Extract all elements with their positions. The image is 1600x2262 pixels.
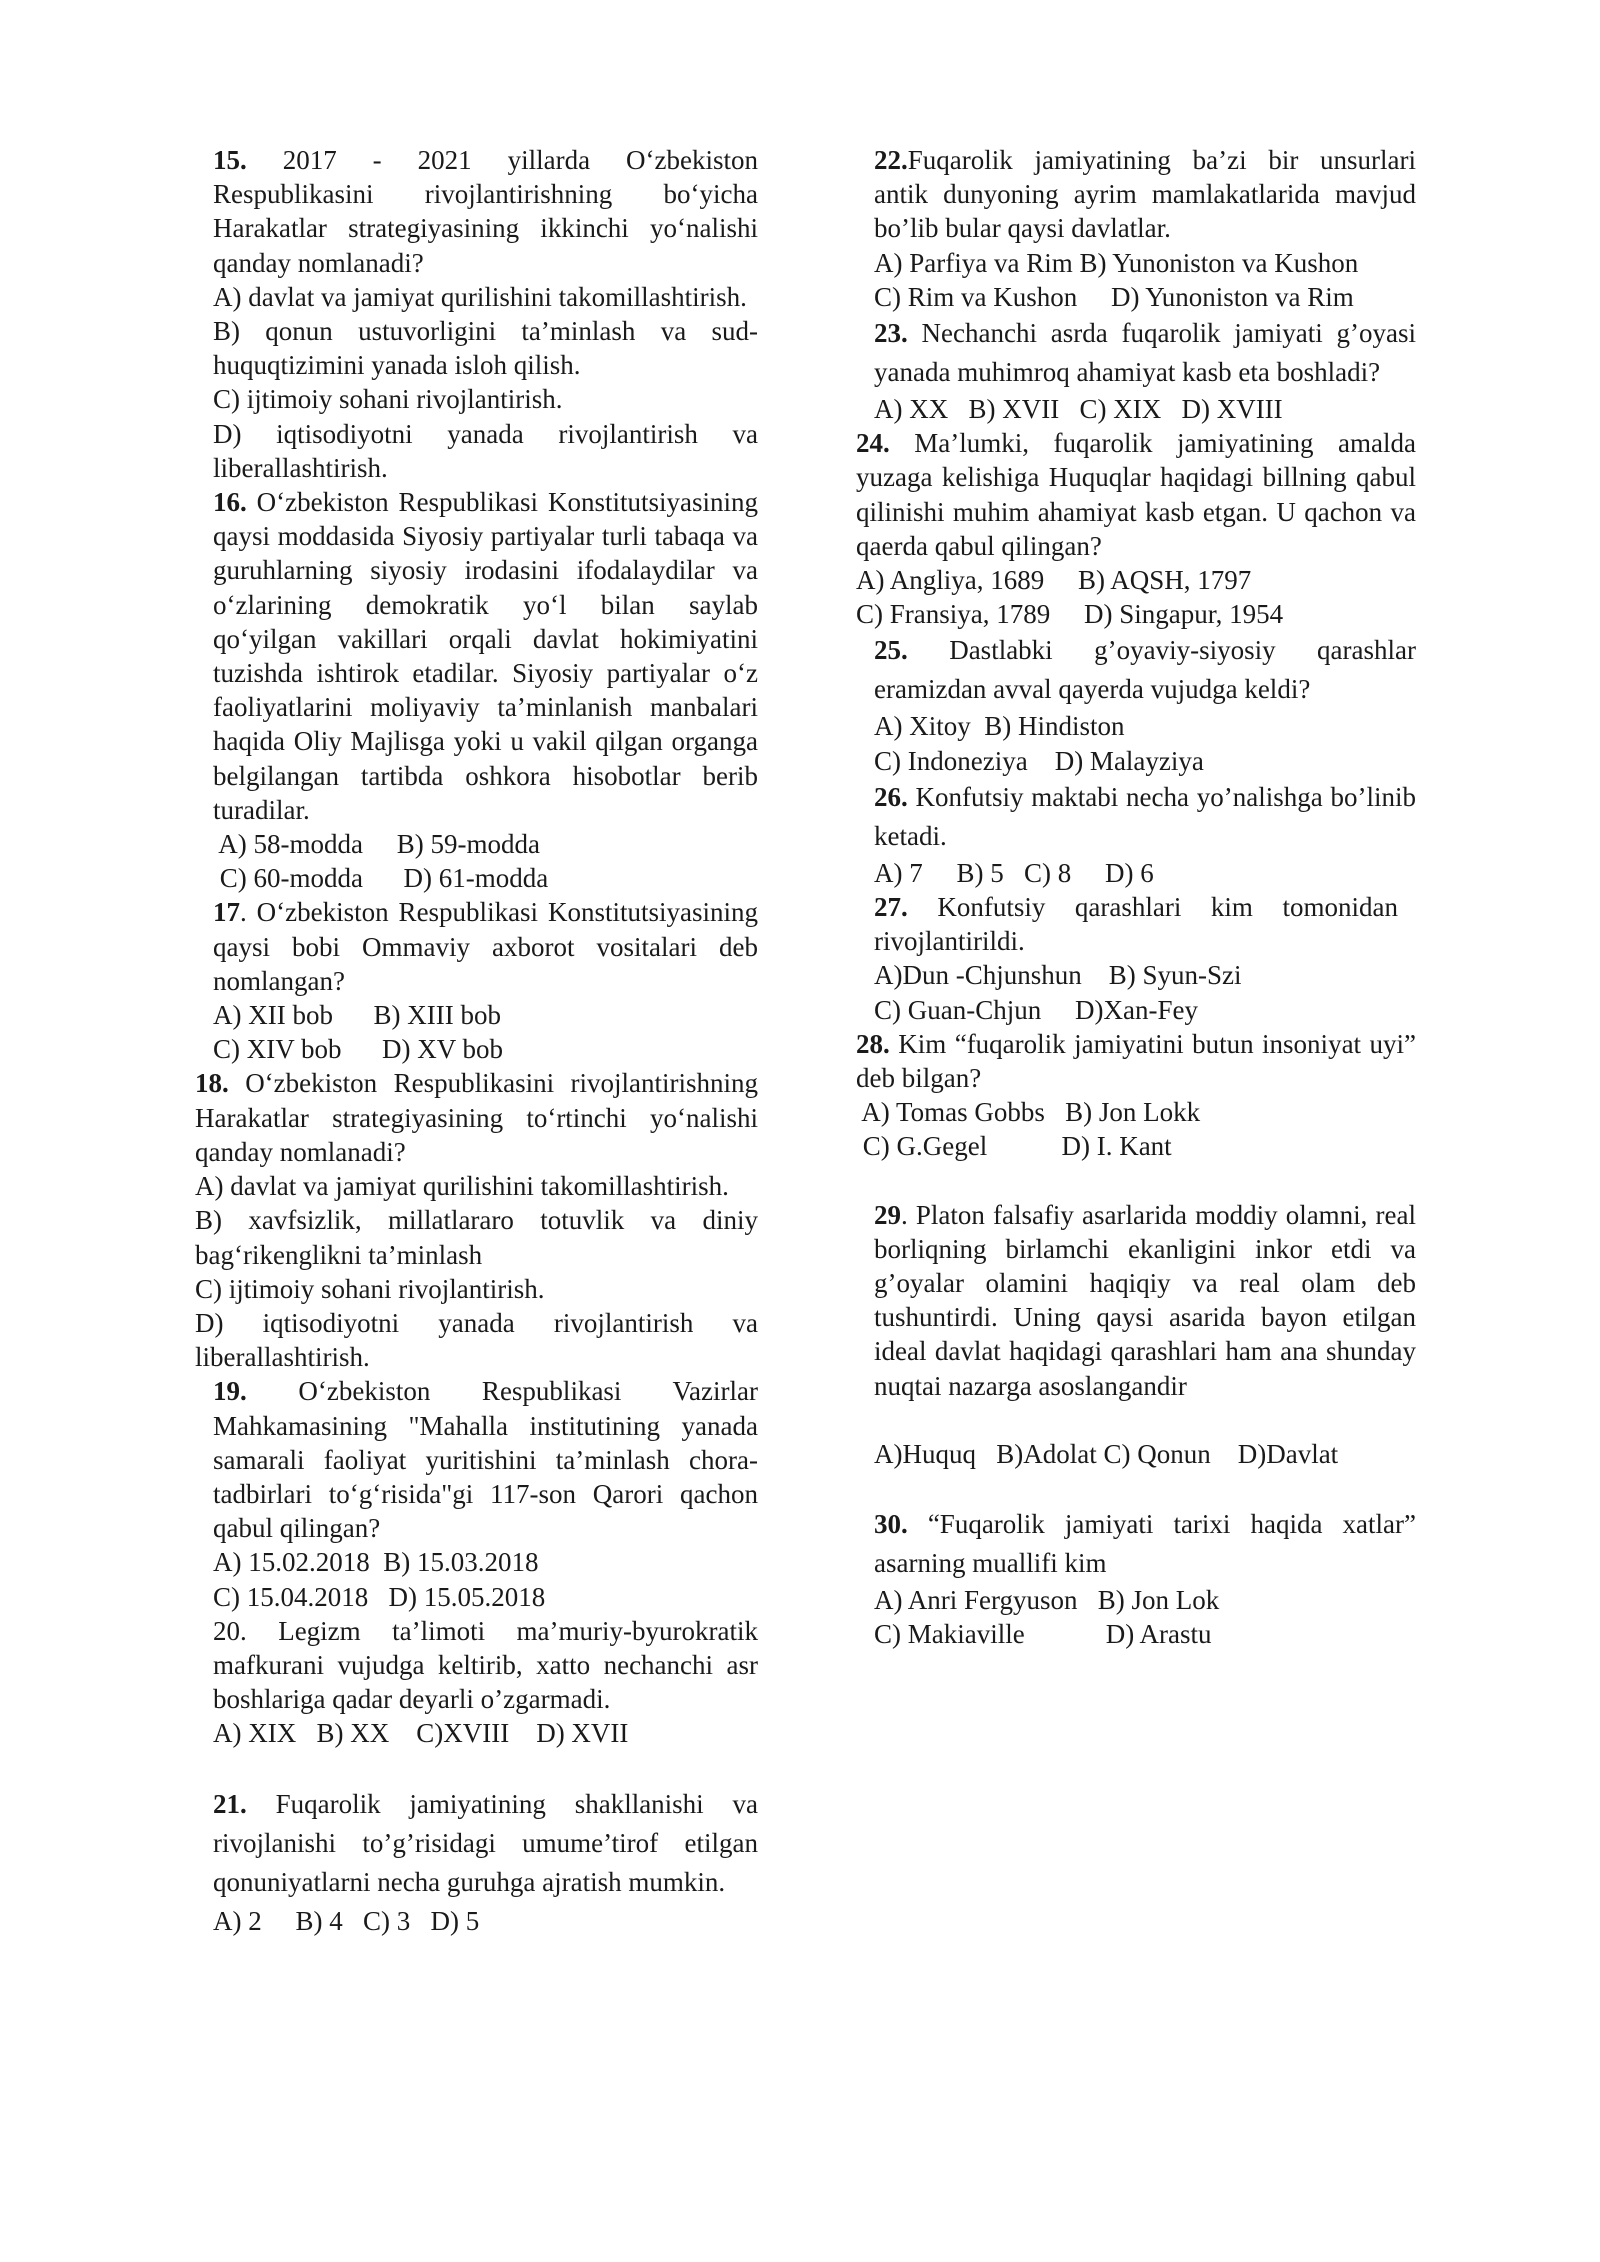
answer-options-row: A) 15.02.2018 B) 15.03.2018	[213, 1547, 539, 1578]
question-17	[213, 895, 758, 1066]
answer-options-row: A)Huquq B)Adolat C) Qonun D)Davlat	[874, 1438, 1339, 1469]
answer-options-row: A) XX B) XVII C) XIX D) XVIII	[874, 394, 1283, 425]
question-text: 20. Legizm ta’limoti ma’muriy-byurokratik mafkurani vujudga keltirib, xatto nechanchi asr boshlariga qadar deyarli o’zgarmadi.	[213, 1615, 758, 1715]
question-text: . O‘zbekiston Respublikasi Konstitutsiyasining qaysi bobi Ommaviy axborot vositalari deb nomlangan?	[213, 897, 758, 996]
question-26	[856, 778, 1416, 890]
answer-option: A) davlat va jamiyat qurilishini takomillashtirish.	[213, 281, 747, 312]
answer-options-row: A) Xitoy B) Hindiston	[874, 711, 1125, 742]
question-number: 26.	[874, 781, 908, 812]
question-text: O‘zbekiston Respublikasi Konstitutsiyasining qaysi moddasida Siyosiy partiyalar turli tabaqa va guruhlarning siyosiy irodasini ifodalaydilar va o‘zlarining demokratik yo‘l bilan saylab qo‘yilgan vakillari orqali davlat hokimiyatini tuzishda ishtirok etadilar. Siyosiy partiyalar o‘z faoliyatlarini moliyaviy ta’minlanish manbalari haqida Oliy Majlisga yoki u vakil qilgan organga belgilangan tartibda oshkora hisobotlar berib turadilar.	[213, 487, 758, 825]
question-number: 22.	[874, 145, 908, 175]
answer-options-row: C) Makiaville D) Arastu	[874, 1619, 1212, 1650]
question-number: 19.	[213, 1376, 247, 1407]
right-column	[856, 143, 1416, 1651]
answer-option: B) xavfsizlik, millatlararo totuvlik va diniy bag‘rikenglikni ta’minlash	[195, 1205, 758, 1270]
answer-options-row: A) 7 B) 5 C) 8 D) 6	[874, 857, 1154, 888]
question-30	[856, 1505, 1416, 1651]
question-number: 18.	[195, 1068, 229, 1099]
question-text: . Platon falsafiy asarlarida moddiy olamni, real borliqning birlamchi ekanligini inkor etdi va g’oyalar olamini haqiqiy va real olam deb tushuntirdi. Uning qaysi asarida bayon etilgan ideal davlat haqidagi qarashlari ham ana shunday nuqtai nazarga asoslangandir	[874, 1199, 1416, 1401]
answer-option: B) qonun ustuvorligini ta’minlash va sud-huquqtizimini yanada isloh qilish.	[213, 316, 758, 381]
question-number: 23.	[874, 318, 908, 349]
answer-options-row: C) Rim va Kushon D) Yunoniston va Rim	[874, 281, 1354, 312]
question-text: Fuqarolik jamiyatining ba’zi bir unsurlari antik dunyoning ayrim mamlakatlarida mavjud bo’lib bular qaysi davlatlar.	[874, 145, 1416, 244]
question-text: Konfutsiy maktabi necha yo’nalishga bo’linib ketadi.	[874, 781, 1417, 851]
answer-options-row: A) 58-modda B) 59-modda	[213, 829, 540, 860]
answer-options-row: A) Tomas Gobbs B) Jon Lokk	[856, 1097, 1201, 1128]
question-number: 25.	[874, 635, 908, 666]
answer-options-row: A) Angliya, 1689 B) AQSH, 1797	[856, 565, 1252, 596]
answer-option: C) ijtimoiy sohani rivojlantirish.	[195, 1273, 545, 1304]
answer-options-row: A) Anri Fergyuson B) Jon Lok	[874, 1585, 1220, 1616]
answer-option: A) Parfiya va Rim B) Yunoniston va Kushon	[874, 247, 1359, 278]
answer-option: D) iqtisodiyotni yanada rivojlantirish va liberallashtirish.	[213, 418, 758, 483]
question-text: O‘zbekiston Respublikasi Vazirlar Mahkamasining "Mahalla institutining yanada samarali faoliyat yuritishini ta’minlash chora-tadbirlari to‘g‘risida"gi 117-son Qarori qachon qabul qilingan?	[213, 1376, 758, 1544]
answer-options-row: A)Dun -Chjunshun B) Syun-Szi	[874, 960, 1242, 991]
answer-options-row: A) XIX B) XX C)XVIII D) XVII	[213, 1718, 629, 1749]
question-number: 21.	[213, 1788, 247, 1819]
question-number: 30.	[874, 1509, 908, 1540]
question-text: “Fuqarolik jamiyati tarixi haqida xatlar” asarning muallifi kim	[874, 1509, 1416, 1579]
question-text: Fuqarolik jamiyatining shakllanishi va rivojlanishi to’g’risidagi umume’tirof etilgan qonuniyatlarni necha guruhga ajratish mumkin.	[213, 1788, 758, 1897]
answer-options-row: C) Indoneziya D) Malayziya	[874, 745, 1204, 776]
question-number: 28.	[856, 1028, 890, 1059]
question-28	[856, 1027, 1416, 1164]
question-24	[856, 426, 1416, 631]
question-text: O‘zbekiston Respublikasini rivojlantirishning Harakatlar strategiyasining to‘rtinchi yo‘nalishi qanday nomlanadi?	[195, 1068, 759, 1167]
answer-options-row: C) 60-modda D) 61-modda	[213, 863, 549, 894]
answer-options-row: C) 15.04.2018 D) 15.05.2018	[213, 1581, 546, 1612]
question-15	[213, 143, 758, 485]
question-16	[213, 485, 758, 895]
question-number: 24.	[856, 428, 890, 459]
answer-options-row: C) G.Gegel D) I. Kant	[856, 1131, 1172, 1162]
answer-options-row: C) Guan-Chjun D)Xan-Fey	[874, 994, 1198, 1025]
question-22	[856, 143, 1416, 314]
question-27	[856, 890, 1416, 1027]
answer-options-row: A) 2 B) 4 C) 3 D) 5	[213, 1905, 480, 1936]
question-20	[213, 1614, 758, 1751]
question-21	[213, 1785, 758, 1941]
question-25	[856, 631, 1416, 777]
answer-options-row: C) XIV bob D) XV bob	[213, 1034, 503, 1065]
question-text: Ma’lumki, fuqarolik jamiyatining amalda yuzaga kelishiga Huquqlar haqidagi billning qabul qilinishi muhim ahamiyat kasb etgan. U qachon va qaerda qabul qilingan?	[856, 428, 1417, 561]
question-text: Dastlabki g’oyaviy-siyosiy qarashlar eramizdan avval qayerda vujudga keldi?	[874, 635, 1417, 705]
question-18	[195, 1066, 758, 1374]
answer-options-row: A) XII bob B) XIII bob	[213, 1000, 501, 1031]
question-number: 27.	[874, 892, 908, 923]
question-number: 17	[213, 897, 240, 928]
question-29	[856, 1198, 1416, 1471]
answer-option: D) iqtisodiyotni yanada rivojlantirish va liberallashtirish.	[195, 1307, 758, 1373]
question-text: Nechanchi asrda fuqarolik jamiyati g’oyasi yanada muhimroq ahamiyat kasb eta boshladi?	[874, 318, 1416, 388]
question-text: 2017 - 2021 yillarda O‘zbekiston Respublikasini rivojlantirishning bo‘yicha Harakatlar strategiyasining ikkinchi yo‘nalishi qanday nomlanadi?	[213, 145, 758, 278]
question-text: Konfutsiy qarashlari kim tomonidan rivojlantirildi.	[874, 892, 1398, 957]
question-number: 15.	[213, 145, 247, 175]
question-number: 29	[874, 1199, 901, 1230]
answer-options-row: C) Fransiya, 1789 D) Singapur, 1954	[856, 599, 1284, 630]
question-number: 16.	[213, 487, 247, 518]
answer-option: A) davlat va jamiyat qurilishini takomillashtirish.	[195, 1171, 729, 1202]
question-text: Kim “fuqarolik jamiyatini butun insoniyat uyi” deb bilgan?	[856, 1028, 1417, 1094]
answer-option: C) ijtimoiy sohani rivojlantirish.	[213, 384, 563, 415]
question-19	[213, 1374, 758, 1613]
question-23	[856, 314, 1416, 426]
left-column	[195, 143, 759, 1941]
